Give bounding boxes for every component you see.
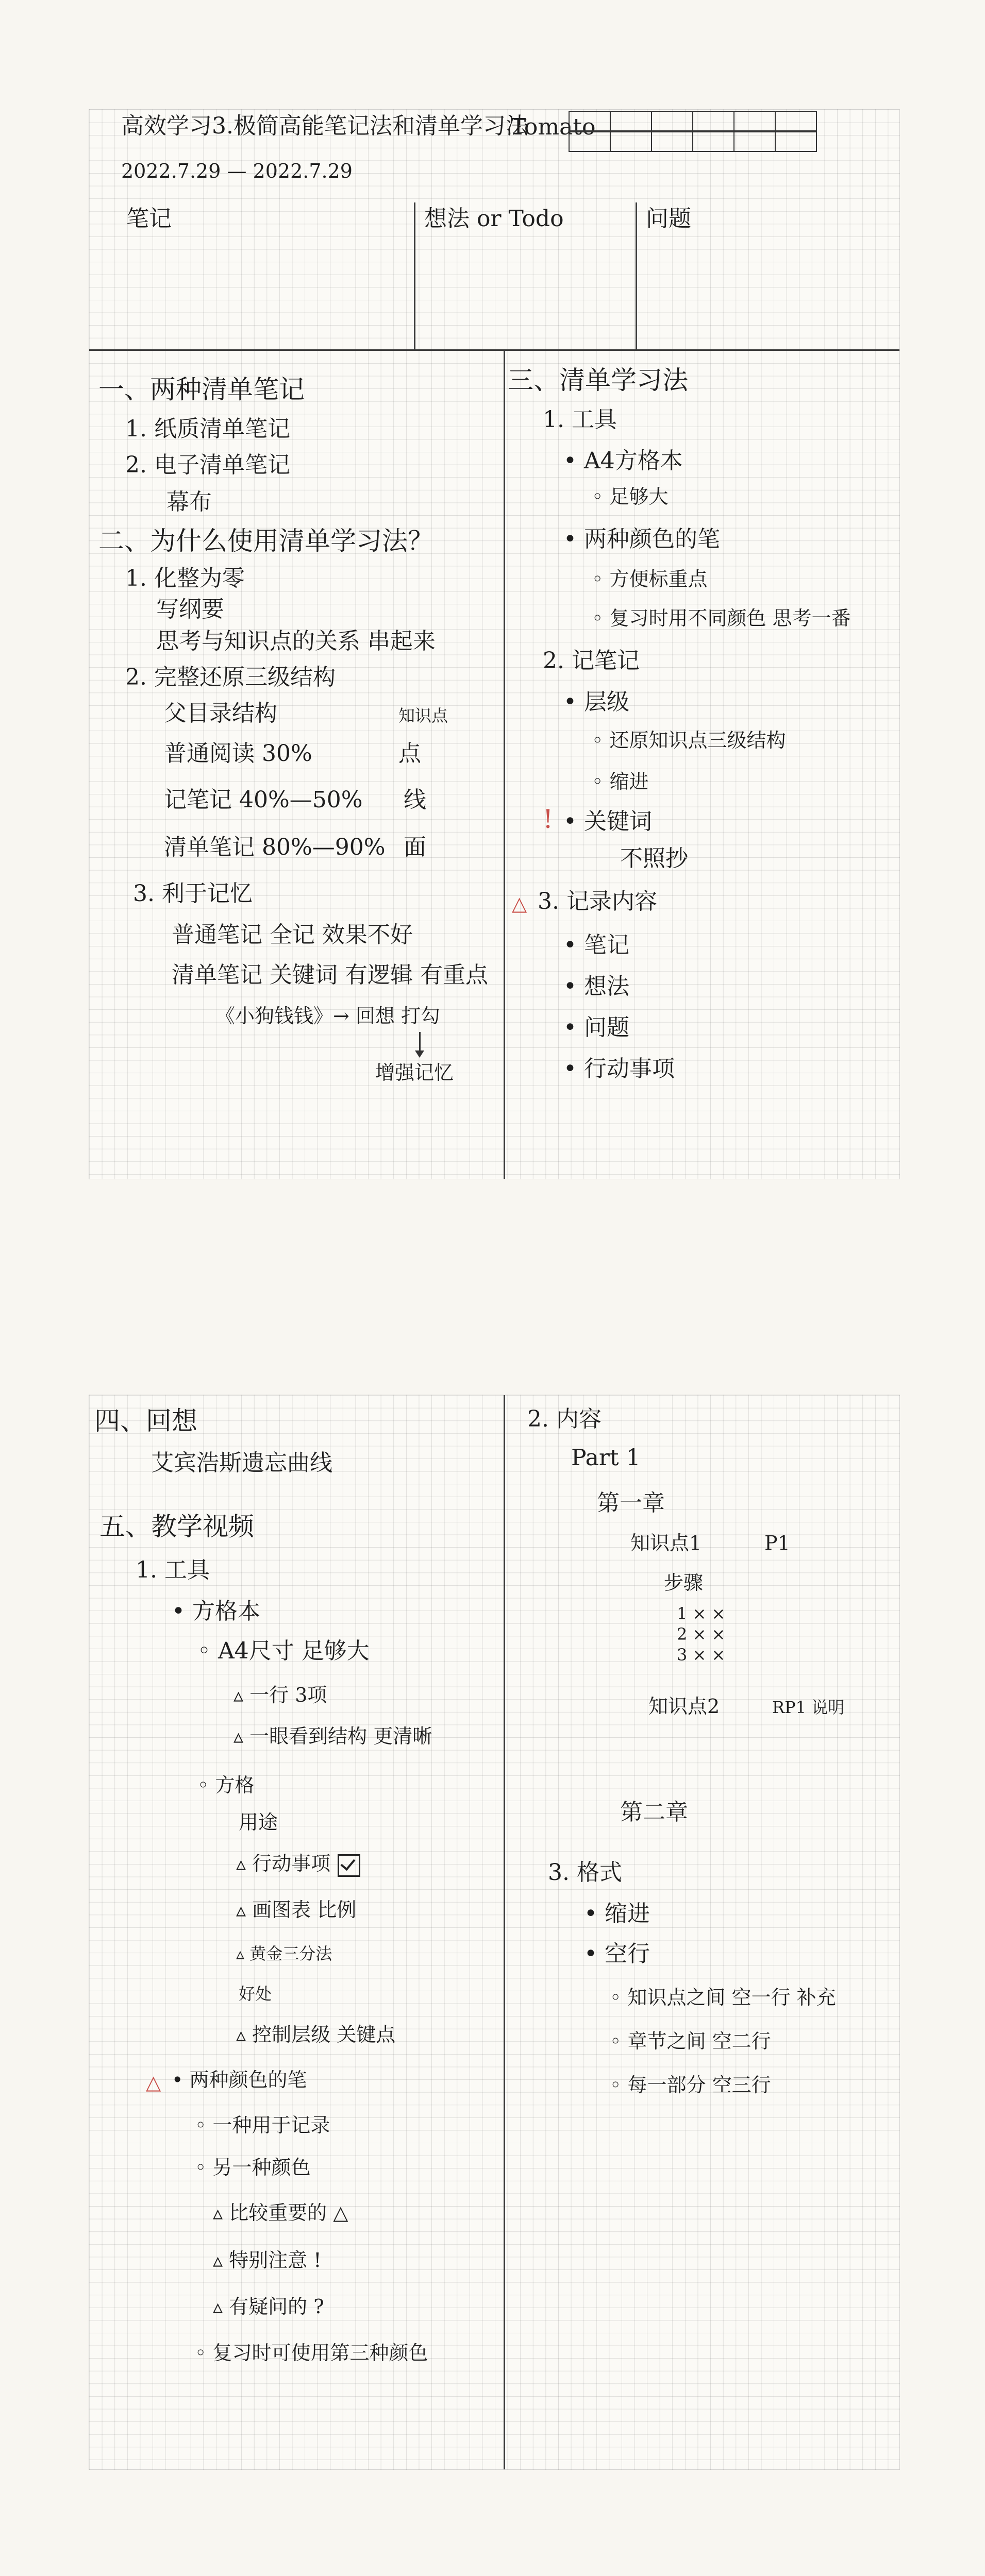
tool-two-color-pens: • 两种颜色的笔 bbox=[172, 2069, 307, 2091]
tool-a4-size: ◦ A4尺寸 足够大 bbox=[197, 1638, 370, 1664]
record-ideas: • 想法 bbox=[563, 973, 629, 999]
item-paper-notes: 1. 纸质清单笔记 bbox=[125, 416, 290, 442]
record-notes: • 笔记 bbox=[563, 932, 629, 958]
knowledge-point-1: 知识点1 bbox=[630, 1532, 702, 1554]
item-content: 2. 内容 bbox=[527, 1406, 602, 1432]
item-tools: 1. 工具 bbox=[543, 406, 617, 433]
pen-record: ◦ 一种用于记录 bbox=[195, 2114, 330, 2137]
table-row-reading-level: 点 bbox=[398, 740, 421, 767]
checkbox-icon bbox=[338, 1854, 360, 1877]
pen-third-color: ◦ 复习时可使用第三种颜色 bbox=[195, 2342, 428, 2364]
table-row-checklist: 清单笔记 80%—90% bbox=[164, 834, 386, 860]
note-mubu: 幕布 bbox=[166, 489, 212, 515]
tool-grid: ◦ 方格 bbox=[197, 1774, 255, 1797]
item-three-level: 2. 完整还原三级结构 bbox=[125, 664, 336, 690]
note-relations: 思考与知识点的关系 串起来 bbox=[156, 628, 436, 654]
tool-pens-note-2: ◦ 复习时用不同颜色 思考一番 bbox=[592, 607, 851, 630]
step-one: 1 × × bbox=[677, 1604, 726, 1623]
note-levels: • 层级 bbox=[563, 689, 629, 715]
center-divider bbox=[504, 1395, 505, 2469]
note-no-copy: 不照抄 bbox=[620, 845, 688, 872]
note-book-review: 《小狗钱钱》→ 回想 打勾 bbox=[215, 1005, 440, 1027]
table-header-structure: 父目录结构 bbox=[164, 700, 277, 726]
exclamation-mark-icon: ! bbox=[543, 804, 554, 834]
steps-label: 步骤 bbox=[664, 1571, 704, 1594]
item-digital-notes: 2. 电子清单笔记 bbox=[125, 452, 290, 478]
knowledge-point-1-page: P1 bbox=[764, 1532, 790, 1554]
mark-question: ▵ 有疑问的 ? bbox=[213, 2295, 324, 2318]
item-format: 3. 格式 bbox=[548, 1859, 622, 1886]
note-normal-notes: 普通笔记 全记 效果不好 bbox=[172, 922, 413, 948]
blank-between-parts: ◦ 每一部分 空三行 bbox=[610, 2074, 771, 2096]
tool-grid-notebook: • 方格本 bbox=[172, 1598, 260, 1624]
note-outline: 写纲要 bbox=[156, 596, 224, 622]
note-forgetting-curve: 艾宾浩斯遗忘曲线 bbox=[151, 1450, 332, 1476]
blank-between-points: ◦ 知识点之间 空一行 补充 bbox=[610, 1986, 836, 2009]
column-header-questions: 问题 bbox=[646, 206, 691, 232]
header-rule bbox=[89, 349, 899, 351]
note-keywords: • 关键词 bbox=[563, 808, 652, 835]
pen-other-color: ◦ 另一种颜色 bbox=[195, 2156, 311, 2179]
notebook-page-2 bbox=[89, 1395, 900, 2470]
note-action-items: ▵ 行动事项 bbox=[236, 1854, 360, 1877]
note-benefits: 好处 bbox=[239, 1984, 272, 2004]
table-row-notes: 记笔记 40%—50% bbox=[164, 787, 363, 813]
note-golden-thirds: ▵ 黄金三分法 bbox=[236, 1944, 332, 1963]
tomato-tracker-grid bbox=[569, 111, 817, 132]
tool-a4-note: ◦ 足够大 bbox=[592, 485, 669, 508]
tomato-tracker-grid-row2 bbox=[569, 130, 817, 152]
table-row-reading: 普通阅读 30% bbox=[164, 740, 312, 767]
section-video: 五、教学视频 bbox=[99, 1512, 254, 1541]
step-three: 3 × × bbox=[677, 1645, 726, 1665]
blank-between-chapters: ◦ 章节之间 空二行 bbox=[610, 2030, 771, 2053]
note-one-row: ▵ 一行 3项 bbox=[233, 1684, 327, 1706]
step-two: 2 × × bbox=[677, 1624, 726, 1644]
note-levels-structure: ◦ 还原知识点三级结构 bbox=[592, 729, 786, 752]
triangle-mark-icon: △ bbox=[146, 2071, 161, 2094]
record-actions: • 行动事项 bbox=[563, 1056, 675, 1082]
knowledge-point-2: 知识点2 bbox=[648, 1695, 720, 1718]
page-title: 高效学习3.极简高能笔记法和清单学习法 bbox=[121, 113, 528, 139]
section-two-notes: 一、两种清单笔记 bbox=[98, 375, 305, 404]
mark-important: ▵ 比较重要的 △ bbox=[213, 2201, 348, 2224]
notebook-page-1 bbox=[89, 109, 900, 1179]
note-control-levels: ▵ 控制层级 关键点 bbox=[236, 2023, 396, 2046]
item-take-notes: 2. 记笔记 bbox=[543, 648, 640, 674]
date-range: 2022.7.29 — 2022.7.29 bbox=[121, 160, 353, 182]
tool-pens-note-1: ◦ 方便标重点 bbox=[592, 568, 708, 590]
column-header-notes: 笔记 bbox=[126, 206, 172, 232]
note-checklist-notes: 清单笔记 关键词 有逻辑 有重点 bbox=[172, 962, 488, 988]
record-questions: • 问题 bbox=[563, 1014, 629, 1041]
arrow-down-icon bbox=[419, 1032, 421, 1056]
item-break-down: 1. 化整为零 bbox=[125, 565, 245, 591]
note-enhance-memory: 增强记忆 bbox=[375, 1061, 454, 1084]
item-tools: 1. 工具 bbox=[136, 1557, 210, 1583]
triangle-mark-icon: △ bbox=[512, 892, 527, 915]
column-header-ideas: 想法 or Todo bbox=[424, 206, 564, 232]
part-one: Part 1 bbox=[571, 1445, 641, 1471]
chapter-one: 第一章 bbox=[597, 1490, 665, 1516]
note-purpose: 用途 bbox=[239, 1811, 278, 1834]
note-charts: ▵ 画图表 比例 bbox=[236, 1899, 357, 1921]
note-clear-structure: ▵ 一眼看到结构 更清晰 bbox=[233, 1725, 432, 1748]
chapter-two: 第二章 bbox=[620, 1799, 688, 1825]
table-row-checklist-level: 面 bbox=[404, 834, 426, 860]
tomato-label: Tomato bbox=[511, 114, 596, 140]
tool-a4-notebook: • A4方格本 bbox=[563, 448, 683, 474]
note-levels-indent: ◦ 缩进 bbox=[592, 770, 649, 793]
table-row-notes-level: 线 bbox=[404, 787, 426, 813]
table-header-points: 知识点 bbox=[398, 706, 448, 725]
section-checklist-method: 三、清单学习法 bbox=[508, 365, 688, 395]
format-blank-lines: • 空行 bbox=[584, 1941, 650, 1967]
item-memory: 3. 利于记忆 bbox=[133, 880, 253, 907]
tool-two-color-pens: • 两种颜色的笔 bbox=[563, 526, 720, 552]
header-divider-2 bbox=[636, 202, 637, 349]
section-why: 二、为什么使用清单学习法？ bbox=[98, 526, 433, 556]
mark-attention: ▵ 特别注意 ! bbox=[213, 2249, 322, 2272]
knowledge-point-2-page: RP1 说明 bbox=[772, 1698, 845, 1717]
item-record-content: 3. 记录内容 bbox=[538, 888, 657, 914]
section-recall: 四、回想 bbox=[94, 1406, 197, 1436]
center-divider bbox=[504, 349, 505, 1179]
header-divider-1 bbox=[414, 202, 415, 349]
format-indent: • 缩进 bbox=[584, 1901, 650, 1927]
